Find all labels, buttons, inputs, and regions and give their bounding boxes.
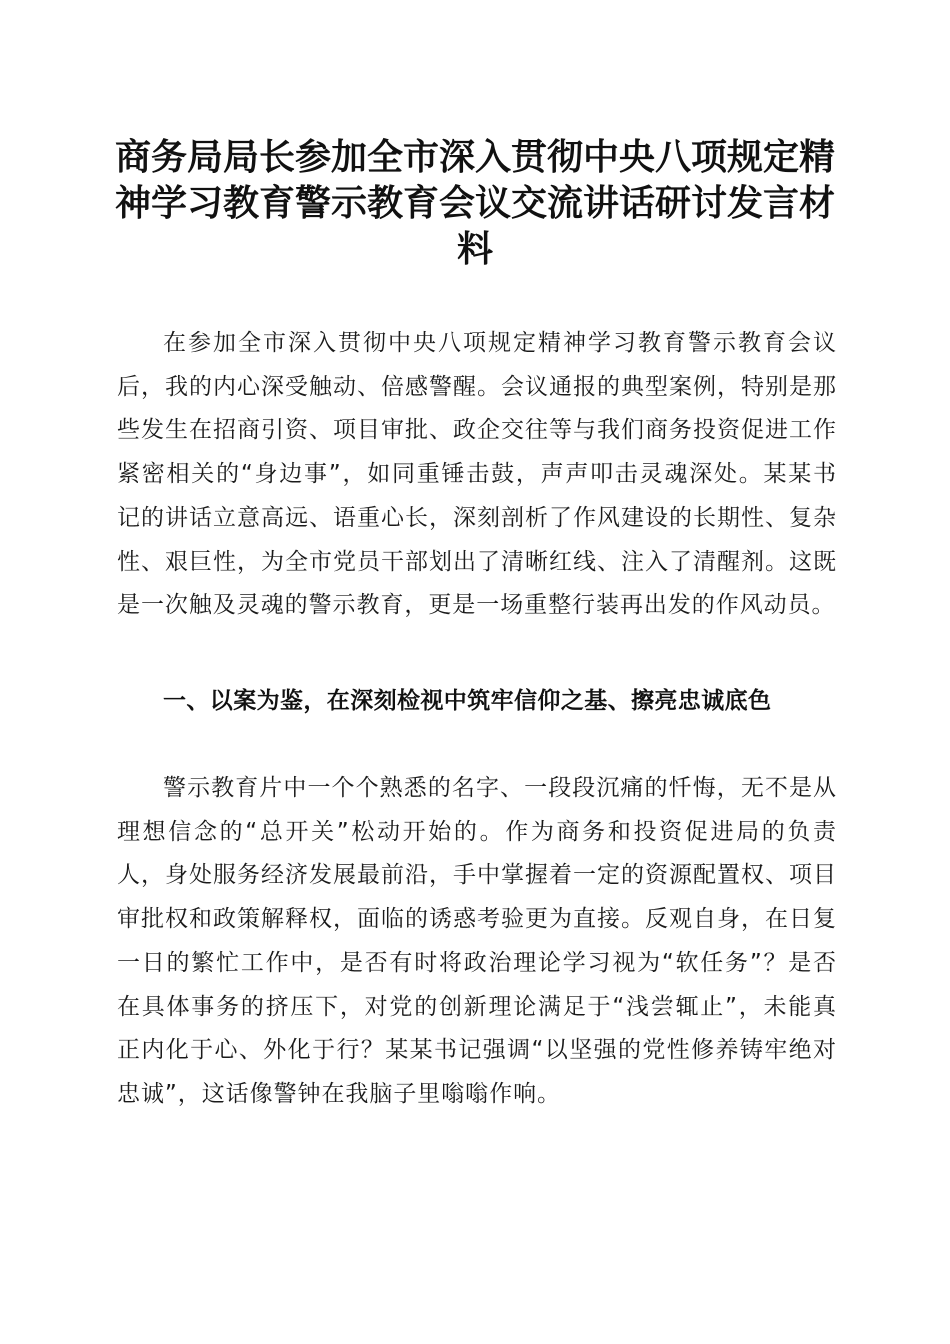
section-heading-1: 一、以案为鉴，在深刻检视中筑牢信仰之基、擦亮忠诚底色	[163, 688, 772, 714]
title-line-2: 神学习教育警示教育会议交流讲话研讨发言材	[114, 182, 835, 224]
document-title	[100, 134, 850, 272]
intro-paragraph: 在参加全市深入贯彻中央八项规定精神学习教育警示教育会议后，我的内心深受触动、倍感警醒。会议通报的典型案例，特别是那些发生在招商引资、项目审批、政企交往等与我们商务投资促进工作紧密相关的“身边事”，如同重锤击鼓，声声叩击灵魂深处。某某书记的讲话立意高远、语重心长，深刻剖析了作风建设的长期性、复杂性、艰巨性，为全市党员干部划出了清晰红线、注入了清醒剂。这既是一次触及灵魂的警示教育，更是一场重整行装再出发的作风动员。	[117, 330, 837, 619]
section-paragraph-block	[117, 767, 837, 1117]
title-line-1: 商务局局长参加全市深入贯彻中央八项规定精	[114, 136, 835, 178]
section-paragraph-1: 警示教育片中一个个熟悉的名字、一段段沉痛的忏悔，无不是从理想信念的“总开关”松动开始的。作为商务和投资促进局的负责人，身处服务经济发展最前沿，手中掌握着一定的资源配置权、项目审批权和政策解释权，面临的诱惑考验更为直接。反观自身，在日复一日的繁忙工作中，是否有时将政治理论学习视为“软任务”？是否在具体事务的挤压下，对党的创新理论满足于“浅尝辄止”，未能真正内化于心、外化于行？某某书记强调“以坚强的党性修养铸牢绝对忠诚”，这话像警钟在我脑子里嗡嗡作响。	[117, 775, 837, 1107]
title-line-3: 料	[456, 228, 493, 270]
intro-paragraph-block	[117, 322, 837, 628]
